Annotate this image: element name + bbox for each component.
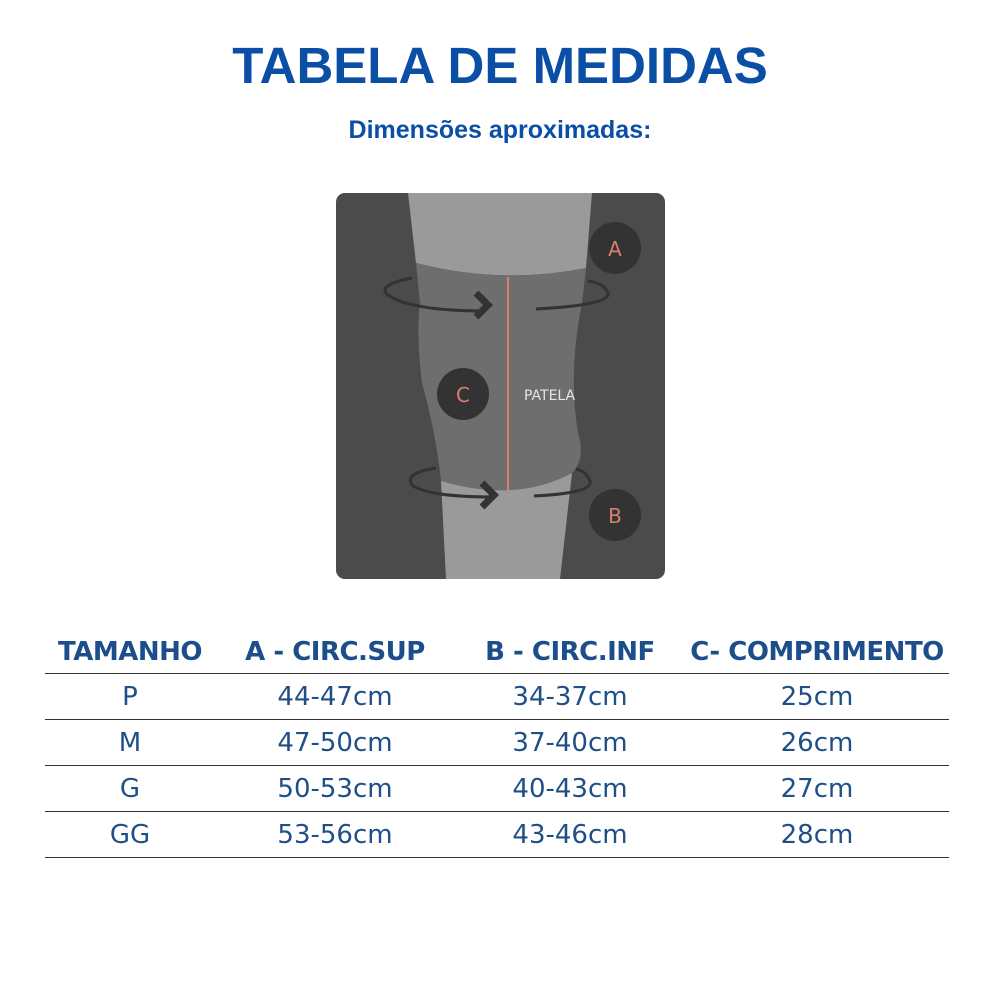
label-b: B (608, 504, 622, 528)
header-size: TAMANHO (58, 636, 202, 667)
table-row (45, 812, 949, 858)
header-lower-circumference: B - CIRC.INF (485, 636, 655, 667)
size-table (45, 630, 949, 858)
size-cell: G (119, 773, 141, 804)
patella-label: PATELA (524, 388, 576, 404)
length-cell: 25cm (780, 681, 854, 712)
lower-circumference-cell: 37-40cm (512, 727, 628, 758)
header-upper-circumference: A - CIRC.SUP (245, 636, 425, 667)
upper-circumference-cell: 50-53cm (277, 773, 393, 804)
page-title: TABELA DE MEDIDAS (232, 37, 768, 94)
lower-circumference-cell: 43-46cm (512, 819, 628, 850)
knee-sleeve-diagram (336, 193, 665, 579)
size-cell: M (118, 727, 142, 758)
table-row (45, 674, 949, 720)
size-cell: P (122, 681, 138, 712)
table-row (45, 766, 949, 812)
length-cell: 27cm (780, 773, 854, 804)
table-row (45, 720, 949, 766)
header-length: C- COMPRIMENTO (690, 636, 944, 667)
label-c: C (456, 383, 470, 407)
lower-circumference-cell: 40-43cm (512, 773, 628, 804)
knee-sleeve-shape (416, 263, 586, 490)
upper-circumference-cell: 53-56cm (277, 819, 393, 850)
label-a: A (608, 237, 622, 261)
upper-circumference-cell: 44-47cm (277, 681, 393, 712)
length-cell: 26cm (780, 727, 854, 758)
lower-circumference-cell: 34-37cm (512, 681, 628, 712)
page-subtitle: Dimensões aproximadas: (348, 116, 652, 144)
length-cell: 28cm (780, 819, 854, 850)
size-cell: GG (109, 819, 151, 850)
table-header-row (45, 630, 949, 674)
upper-circumference-cell: 47-50cm (277, 727, 393, 758)
thigh-shape (408, 193, 592, 275)
